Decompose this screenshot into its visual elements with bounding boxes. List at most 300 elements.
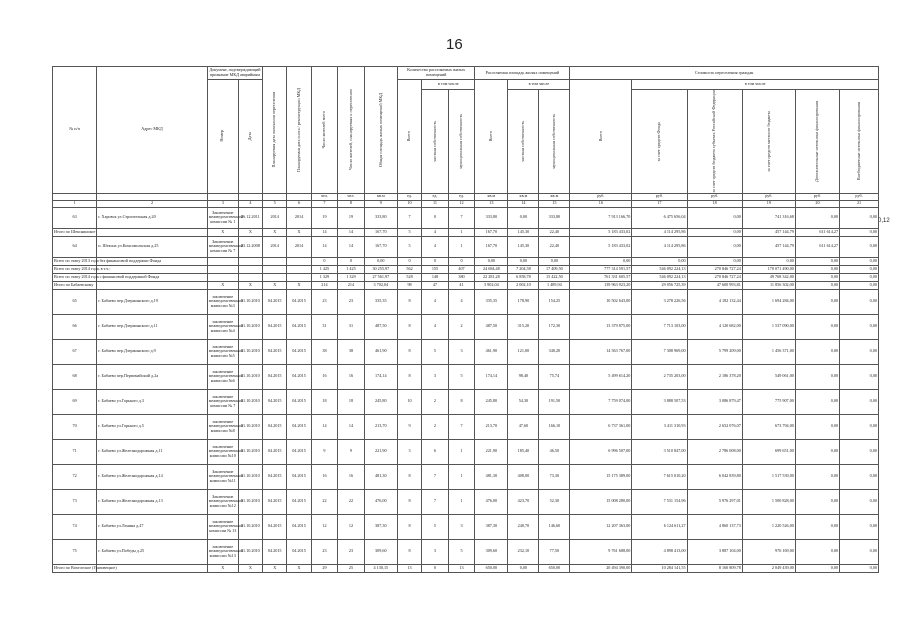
table-cell: 7 [448, 207, 475, 228]
table-cell: 69 [53, 389, 97, 414]
table-cell: 5 183 433,02 [570, 236, 632, 257]
table-cell: 12 [311, 514, 338, 539]
table-cell: 2 [448, 314, 475, 339]
table-cell: 457 144,79 [742, 228, 795, 236]
table-cell: 65 [53, 289, 97, 314]
table-cell: 240,70 [508, 514, 539, 539]
table-cell: 546 092 224,13 [632, 273, 687, 281]
table-cell: 387,30 [364, 514, 397, 539]
table-cell: 30 255,97 [364, 265, 397, 273]
header-area-total: Всего [475, 80, 508, 194]
table-row [53, 539, 879, 564]
table-cell: 14 [338, 228, 365, 236]
table-cell: заключение межведомственной комиссии №3 [207, 289, 238, 314]
table-cell: 562 [397, 265, 421, 273]
table-row [53, 489, 879, 514]
column-number-cell: 20 [795, 200, 839, 207]
table-cell: 6 475 656,04 [632, 207, 687, 228]
table-cell: 174,14 [475, 364, 508, 389]
table-cell: Всего по этапу 2013 года без финансовой поддержки Фонда [53, 257, 97, 265]
table-cell: 546 092 224,13 [632, 265, 687, 273]
table-cell: 13 379 875,00 [570, 314, 632, 339]
table-cell: 4 182 132,44 [687, 289, 742, 314]
table-cell: 185,40 [508, 439, 539, 464]
table-cell: 2 002,10 [508, 281, 539, 289]
table-cell: 70 [53, 414, 97, 439]
table-cell: 11 856 302,00 [742, 281, 795, 289]
unit-cell [97, 193, 208, 200]
table-cell: 75 [53, 539, 97, 564]
table-cell: 0 [448, 257, 475, 265]
table-cell: 481,30 [475, 464, 508, 489]
table-cell: 04.2015 [287, 314, 311, 339]
header-rooms-group: Количество расселяемых жилых помещений [397, 67, 474, 80]
table-cell: 1 220 526,00 [742, 514, 795, 539]
table-cell: 7 [422, 464, 449, 489]
table-cell: 0,00 [840, 257, 879, 265]
table-cell: X [238, 281, 262, 289]
table-cell [263, 257, 287, 265]
table-cell: 487,50 [475, 314, 508, 339]
table-cell: 775 907,00 [742, 389, 795, 414]
header-doc-date: Дата [238, 80, 262, 194]
table-cell: 11.10.2010 [238, 514, 262, 539]
table-cell: 380 [448, 273, 475, 281]
table-cell: 461,90 [475, 339, 508, 364]
table-cell: 0,00 [570, 257, 632, 265]
table-cell: 13 [397, 564, 421, 572]
column-number-cell: 1 [53, 200, 97, 207]
table-cell: 8 [397, 539, 421, 564]
table-cell: 13 [448, 564, 475, 572]
table-cell: 1 329 [338, 273, 365, 281]
table-subtotal-row [53, 273, 879, 281]
header-cost-including: в том числе [632, 80, 879, 90]
table-cell [207, 257, 238, 265]
table-cell [263, 273, 287, 281]
table-cell: п. Шексна ул.Комсомольская д.25 [97, 236, 208, 257]
table-cell: 8 [397, 489, 421, 514]
table-cell: 167,70 [475, 228, 508, 236]
table-cell [287, 257, 311, 265]
table-cell: 0 [422, 564, 449, 572]
table-cell: 74 [53, 514, 97, 539]
table-cell: 1 694 284,00 [742, 289, 795, 314]
table-cell: г. Бабаево пер.Дзержинского д.19 [97, 289, 208, 314]
table-row [53, 314, 879, 339]
table-cell: 457 144,79 [742, 236, 795, 257]
table-cell: 3 [397, 439, 421, 464]
table-cell: 741 316,68 [742, 207, 795, 228]
table-cell: 0,00 [840, 364, 879, 389]
table-cell: 6 737 361,00 [570, 414, 632, 439]
table-cell: 04.2015 [263, 289, 287, 314]
header-fund: за счет средств Фонда [632, 90, 687, 194]
table-cell: 15 175 389,00 [570, 464, 632, 489]
table-cell: X [207, 228, 238, 236]
table-cell: 38 [338, 339, 365, 364]
table-cell: 0,00 [632, 257, 687, 265]
table-cell: 476,00 [364, 489, 397, 514]
table-cell: Заключение межведомственной комиссии №12 [207, 489, 238, 514]
header-rooms-total: Всего [397, 80, 421, 194]
table-cell: 8 [397, 289, 421, 314]
table-cell: 16 [311, 364, 338, 389]
column-number-cell: 13 [475, 200, 508, 207]
table-cell: 340,20 [539, 339, 570, 364]
table-cell: X [263, 281, 287, 289]
header-area-municipal: муниципальная собственность [539, 90, 570, 194]
table-cell: 67 [53, 339, 97, 364]
table-cell: 66 [53, 314, 97, 339]
table-cell: 221,90 [364, 439, 397, 464]
table-cell: 12 [338, 514, 365, 539]
table-row [53, 364, 879, 389]
table-cell: Заключение межведомственной комиссии № 1 [207, 207, 238, 228]
table-cell: 232,10 [508, 539, 539, 564]
table-cell: 245,80 [364, 389, 397, 414]
table-cell: 1 489,94 [539, 281, 570, 289]
table-cell: 650,00 [539, 564, 570, 572]
column-number-cell: 18 [687, 200, 742, 207]
unit-cell: кв.м [364, 193, 397, 200]
table-cell: X [238, 228, 262, 236]
table-cell: 335,35 [364, 289, 397, 314]
table-cell: 7 204,58 [508, 265, 539, 273]
table-cell: 68 [53, 364, 97, 389]
table-cell: X [287, 564, 311, 572]
table-cell: 423,70 [508, 489, 539, 514]
table-cell: 11.10.2010 [238, 339, 262, 364]
table-cell: 0,00 [795, 257, 839, 265]
table-cell: 0,00 [364, 257, 397, 265]
header-extra-funds: Дополнительные источники финансирования [795, 90, 839, 194]
table-subtotal-row [53, 228, 879, 236]
table-cell: г. Бабаево пер.Дзержинского д.11 [97, 314, 208, 339]
table-cell: 4 120 682,00 [687, 314, 742, 339]
header-rooms-municipal: муниципальная собственность [448, 90, 475, 194]
table-cell: 0,00 [840, 514, 879, 539]
table-cell: 98 [397, 281, 421, 289]
table-cell: 461,90 [364, 339, 397, 364]
table-cell: 6 858,78 [508, 273, 539, 281]
header-rooms-private: частная собственность [422, 90, 449, 194]
header-local-budget: за счет средств местного бюджета [742, 90, 795, 194]
table-cell: 9 [338, 439, 365, 464]
column-number-cell: 11 [422, 200, 449, 207]
table-cell: 04.2015 [263, 414, 287, 439]
table-cell: 213,70 [364, 414, 397, 439]
table-cell: X [263, 564, 287, 572]
unit-cell: кв.м [475, 193, 508, 200]
table-cell: 31 [311, 314, 338, 339]
table-subtotal-row [53, 257, 879, 265]
unit-cell: чел. [311, 193, 338, 200]
table-cell: 245,80 [475, 389, 508, 414]
table-cell: 3 [422, 364, 449, 389]
table-cell: 11.10.2010 [238, 414, 262, 439]
table-cell: г. Бабаево ул.Железнодорожная д.14 [97, 464, 208, 489]
header-address: Адрес МКД [97, 67, 208, 194]
table-cell [207, 265, 238, 273]
table-cell: 121,00 [508, 339, 539, 364]
table-cell: 0,00 [795, 389, 839, 414]
unit-cell: руб. [632, 193, 687, 200]
table-cell: 04.2015 [287, 439, 311, 464]
relocation-table [52, 66, 879, 573]
table-cell [97, 228, 208, 236]
table-cell: 0,00 [508, 207, 539, 228]
table-row [53, 389, 879, 414]
table-cell: 5 799 209,00 [687, 339, 742, 364]
table-cell: X [287, 281, 311, 289]
table-cell: 04.2015 [287, 539, 311, 564]
table-subtotal-row [53, 281, 879, 289]
table-cell: 14 563 767,00 [570, 339, 632, 364]
table-cell [238, 273, 262, 281]
table-cell: 6 [422, 439, 449, 464]
column-number-cell: 10 [397, 200, 421, 207]
unit-cell: руб. [742, 193, 795, 200]
table-cell: 11.10.2010 [238, 464, 262, 489]
table-cell: 04.2015 [287, 464, 311, 489]
table-cell: 4 [422, 289, 449, 314]
unit-cell [263, 193, 287, 200]
table-cell: 04.2015 [263, 389, 287, 414]
table-cell: 52,30 [539, 489, 570, 514]
table-cell: 309,60 [475, 539, 508, 564]
table-cell: Всего по этапу 2014 года, в т.ч.: [53, 265, 97, 273]
table-cell: 2 [422, 389, 449, 414]
table-row [53, 514, 879, 539]
table-cell: 6 042 839,80 [687, 464, 742, 489]
column-numbers-row [53, 200, 879, 207]
header-total-area: Общая площадь жилых помещений МКД [364, 67, 397, 194]
table-cell: 64 [53, 236, 97, 257]
unit-cell [238, 193, 262, 200]
table-cell: 5 499 614,20 [570, 364, 632, 389]
table-cell: 167,70 [364, 236, 397, 257]
table-cell: 18 [338, 389, 365, 414]
table-cell: 0,00 [840, 207, 879, 228]
table-cell: 170 071 490,00 [742, 265, 795, 273]
table-cell: 0,00 [508, 564, 539, 572]
table-cell: 3 278 226,56 [632, 289, 687, 314]
table-cell: 0,00 [795, 339, 839, 364]
table-cell: 3 888 507,53 [632, 389, 687, 414]
table-cell: 0,00 [840, 489, 879, 514]
table-cell: 04.2015 [263, 539, 287, 564]
table-cell: 4 [422, 236, 449, 257]
table-cell: 167,70 [364, 228, 397, 236]
table-cell: 8 [397, 464, 421, 489]
unit-cell: руб. [570, 193, 632, 200]
header-extra-funds2: Внебюджетные источники финансирования [840, 90, 879, 194]
table-cell: 0 [422, 207, 449, 228]
table-cell: 10 284 141,55 [632, 564, 687, 572]
table-cell: 04.2015 [263, 489, 287, 514]
table-cell: заключение межведомственной комиссии №8 [207, 414, 238, 439]
table-row [53, 439, 879, 464]
table-cell: 4 [448, 289, 475, 314]
table-cell: 11.10.2010 [238, 314, 262, 339]
table-cell: 72 [53, 464, 97, 489]
table-cell: 6 124 611,27 [632, 514, 687, 539]
table-cell: 23 [338, 539, 365, 564]
table-cell: 4 130,15 [364, 564, 397, 572]
table-cell: 22 [311, 489, 338, 514]
table-cell: 0,00 [687, 207, 742, 228]
table-cell: 22,40 [539, 228, 570, 236]
table-cell: 214 [338, 281, 365, 289]
column-number-cell: 8 [338, 200, 365, 207]
table-cell: 4 114 295,86 [632, 236, 687, 257]
table-cell: 14 [311, 236, 338, 257]
table-cell: г. Бабаево ул.Горького д.3 [97, 389, 208, 414]
unit-cell: руб. [795, 193, 839, 200]
table-cell: 167,70 [475, 236, 508, 257]
table-cell: 7 713 103,00 [632, 314, 687, 339]
table-cell: 0,00 [840, 564, 879, 572]
table-cell: 0,00 [840, 281, 879, 289]
table-cell: 04.2015 [287, 289, 311, 314]
table-cell: 139 963 923,20 [570, 281, 632, 289]
table-cell [287, 273, 311, 281]
table-cell: 04.2015 [287, 489, 311, 514]
table-cell: 15 422,50 [539, 273, 570, 281]
table-cell: 19 [338, 207, 365, 228]
table-cell: 24 684,48 [475, 265, 508, 273]
table-cell: 191,50 [539, 389, 570, 414]
table-cell: 3 [448, 339, 475, 364]
table-cell: 387,30 [475, 514, 508, 539]
table-cell: 14 [338, 414, 365, 439]
table-cell: 23 [311, 289, 338, 314]
table-cell: 0,00 [840, 314, 879, 339]
table-cell: 335,35 [475, 289, 508, 314]
table-cell: 2 652 076,07 [687, 414, 742, 439]
column-number-cell: 17 [632, 200, 687, 207]
table-cell: 0,00 [795, 281, 839, 289]
table-cell: X [287, 228, 311, 236]
table-cell: 11.10.2010 [238, 289, 262, 314]
table-cell: 04.2015 [287, 364, 311, 389]
table-cell: 7 [422, 489, 449, 514]
table-cell: 7 531 154,96 [632, 489, 687, 514]
table-cell: 11.10.2010 [238, 439, 262, 464]
table-cell: 1 [448, 228, 475, 236]
table-cell: 1 329 [311, 273, 338, 281]
table-cell: 0,00 [795, 539, 839, 564]
table-cell: X [207, 281, 238, 289]
column-number-cell: 16 [570, 200, 632, 207]
table-row [53, 207, 879, 228]
table-cell: 148 [422, 273, 449, 281]
table-cell: 16 [338, 364, 365, 389]
table-cell: 155 [422, 265, 449, 273]
table-cell: 0,00 [687, 228, 742, 236]
table-cell: 3 887 104,00 [687, 539, 742, 564]
table-cell: 1 425 [338, 265, 365, 273]
table-cell: 49 768 342,00 [742, 273, 795, 281]
table-cell: 04.2015 [287, 414, 311, 439]
table-cell: 0 [397, 257, 421, 265]
table-cell: г. Бабаево ул.Железнодорожная д.13 [97, 489, 208, 514]
table-cell: 18 [311, 389, 338, 414]
table-cell: 2014 [287, 207, 311, 228]
table-cell [97, 281, 208, 289]
table-cell: 0,00 [795, 289, 839, 314]
table-cell: 145,30 [508, 236, 539, 257]
table-cell: 04.2015 [263, 314, 287, 339]
table-cell: заключение межведомственной комиссии №4 [207, 314, 238, 339]
column-number-cell: 15 [539, 200, 570, 207]
table-cell: 3 902,04 [475, 281, 508, 289]
header-area-group: Расселяемая площадь жилых помещений [475, 67, 570, 80]
table-cell: Заключение межведомственной комиссии №11 [207, 464, 238, 489]
table-cell: 3 510 847,00 [632, 439, 687, 464]
table-cell: заключение межведомственной комиссии № 7 [207, 389, 238, 414]
table-cell [263, 265, 287, 273]
unit-cell: чел. [338, 193, 365, 200]
table-cell: 8 [397, 514, 421, 539]
table-cell: 5 183 433,02 [570, 228, 632, 236]
table-cell: 2014 [263, 207, 287, 228]
table-cell: 178,90 [508, 289, 539, 314]
header-num: № п/п [53, 67, 97, 194]
header-doc-group: Документ, подтверждающий признание МКД аварийным [207, 67, 262, 80]
table-cell: 04.2015 [287, 339, 311, 364]
table-row [53, 289, 879, 314]
table-cell: 11.10.2010 [238, 539, 262, 564]
table-cell: 71 [53, 439, 97, 464]
table-cell: 976 169,00 [742, 539, 795, 564]
table-cell [207, 273, 238, 281]
table-cell: 25 [338, 564, 365, 572]
table-cell: 73,30 [539, 464, 570, 489]
table-cell: 1 425 [311, 265, 338, 273]
table-cell: г. Бабаево ул.Горького д.5 [97, 414, 208, 439]
table-cell: 5 [422, 339, 449, 364]
table-cell: 481,30 [364, 464, 397, 489]
table-cell: 29 056 725,39 [632, 281, 687, 289]
table-cell: 0,00 [840, 265, 879, 273]
table-row [53, 464, 879, 489]
table-cell: 549 061,00 [742, 364, 795, 389]
table-cell: 5 [448, 539, 475, 564]
table-cell: 0,00 [795, 265, 839, 273]
unit-cell: кв.м [539, 193, 570, 200]
table-cell: 11.10.2010 [238, 389, 262, 414]
table-cell: 0,00 [840, 439, 879, 464]
table-cell: 4 [422, 228, 449, 236]
unit-cell: руб. [687, 193, 742, 200]
header-planned-relocation: Планируемая дата окончания переселения [263, 67, 287, 194]
table-cell [97, 265, 208, 273]
header-cost-group: Стоимость переселения граждан [570, 67, 879, 80]
table-cell: 0,00 [539, 257, 570, 265]
table-cell: Итого по Шекснинское [53, 228, 97, 236]
table-cell: 15 008 280,00 [570, 489, 632, 514]
table-cell: 3 411 310,93 [632, 414, 687, 439]
table-cell: г. Бабаево пер.Дзержинского д.9 [97, 339, 208, 364]
table-cell: 7 913 166,70 [570, 207, 632, 228]
table-cell: 31 [338, 314, 365, 339]
table-cell: 1 500 828,00 [742, 489, 795, 514]
table-cell: 04.2015 [263, 364, 287, 389]
table-cell: 23.12.2008 [238, 236, 262, 257]
column-number-cell: 3 [207, 200, 238, 207]
